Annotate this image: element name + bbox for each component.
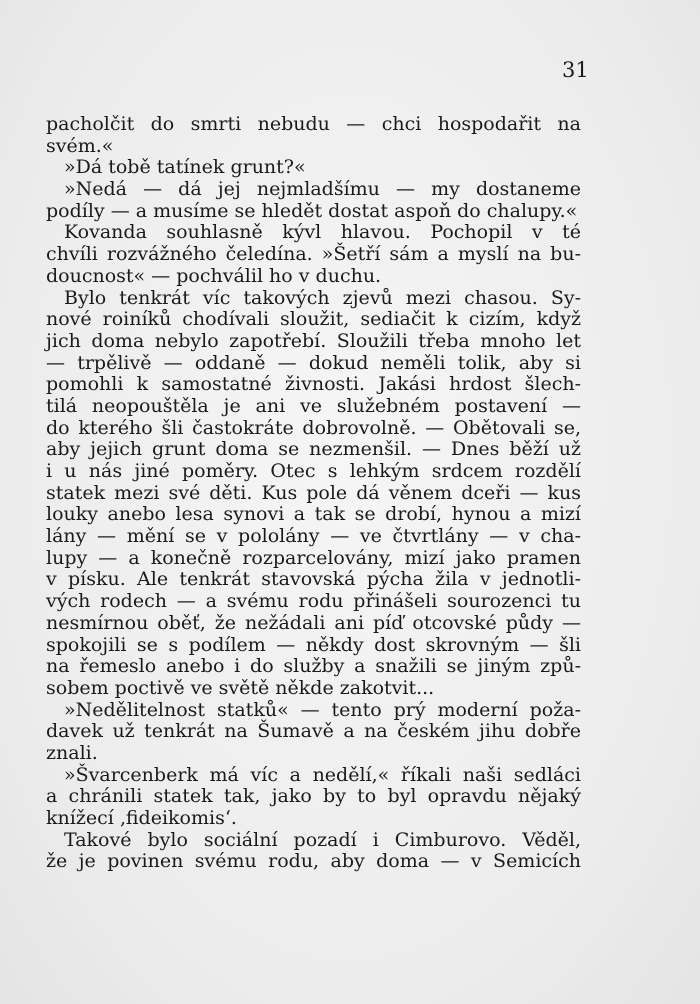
- text-line: jich doma nebylo zapotřebí. Sloužili třeba mnoho let: [46, 329, 581, 352]
- text-line: vých rodech — a svému rodu přinášeli sourozenci tu: [46, 590, 581, 613]
- text-line: chvíli rozvážného čeledína. »Šetří sám a myslí na bu-: [46, 243, 581, 266]
- text-line: v písku. Ale tenkrát stavovská pýcha žila v jednotli-: [46, 568, 581, 591]
- text-line: louky anebo lesa synovi a tak se drobí, hynou a mizí: [46, 503, 581, 526]
- text-line: »Švarcenberk má víc a nedělí,« říkali naši sedláci: [64, 763, 581, 786]
- text-line: davek už tenkrát na Šumavě a na českém jihu dobře: [46, 720, 581, 743]
- text-line: statek mezi své děti. Kus pole dá věnem dceři — kus: [46, 481, 581, 504]
- text-line: knížecí ‚fideikomis‘.: [46, 807, 237, 829]
- text-line: Bylo tenkrát víc takových zjevů mezi chasou. Sy-: [64, 286, 581, 309]
- text-line: Kovanda souhlasně kývl hlavou. Pochopil v té: [64, 221, 581, 244]
- text-line: »Nedělitelnost statků« — tento prý moderní poža-: [64, 698, 581, 721]
- text-line: aby jejich grunt doma se nezmenšil. — Dnes běží už: [46, 438, 581, 461]
- text-line: lupy — a konečně rozparcelovány, mizí jako pramen: [46, 546, 581, 569]
- text-line: že je povinen svému rodu, aby doma — v Semicích: [46, 850, 581, 873]
- text-line: sobem poctivě ve světě někde zakotvit...: [46, 676, 435, 699]
- text-line: na řemeslo anebo i do služby a snažili se jiným způ-: [46, 655, 581, 678]
- text-line: svém.«: [46, 134, 114, 157]
- text-line: »Nedá — dá jej nejmladšímu — my dostaneme: [64, 178, 581, 201]
- text-line: pacholčit do smrti nebudu — chci hospodařit na: [46, 113, 581, 135]
- text-line: tilá neopouštěla je ani ve služebném postavení —: [46, 394, 581, 417]
- text-line: nové roiníků chodívali sloužit, sediačit k cizím, když: [46, 308, 581, 331]
- text-line: Takové bylo sociální pozadí i Cimburovo. Věděl,: [64, 828, 581, 851]
- text-line: lány — mění se v pololány — ve čtvrtlány — v cha-: [46, 525, 581, 548]
- text-line: nesmírnou oběť, že nežádali ani píď otcovské půdy —: [46, 611, 581, 634]
- text-line: znali.: [46, 741, 98, 764]
- text-line: podíly — a musíme se hledět dostat aspoň do chalupy.«: [46, 199, 578, 222]
- text-line: pomohli k samostatné živnosti. Jakási hrdost šlech-: [46, 373, 581, 396]
- text-line: i u nás jiné poměry. Otec s lehkým srdcem rozdělí: [46, 460, 581, 482]
- text-line: a chránili statek tak, jako by to byl opravdu nějaký: [46, 785, 581, 808]
- page-number: 31: [562, 58, 589, 82]
- text-line: do kterého šli častokráte dobrovolně. — Obětovali se,: [46, 416, 581, 439]
- text-line: »Dá tobě tatínek grunt?«: [64, 156, 306, 179]
- text-line: — trpělivě — oddaně — dokud neměli tolik, aby si: [46, 351, 581, 374]
- text-line: spokojili se s podílem — někdy dost skrovným — šli: [46, 633, 581, 656]
- text-line: doucnost« — pochválil ho v duchu.: [46, 264, 382, 287]
- body-text: [46, 114, 581, 873]
